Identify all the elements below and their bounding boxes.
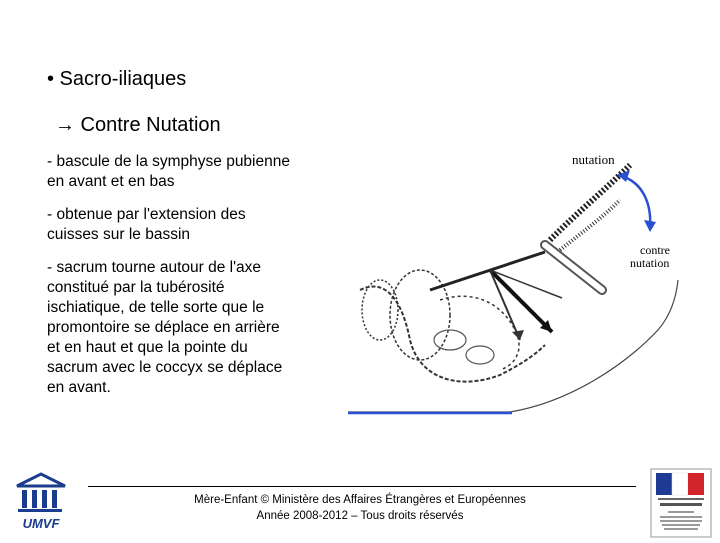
label-nutation: nutation — [572, 152, 615, 167]
svg-text:UMVF: UMVF — [22, 516, 60, 531]
paragraph-3 — [47, 258, 337, 398]
footer-divider — [88, 486, 636, 487]
arrow-line-main — [490, 270, 552, 332]
footer-copyright — [140, 492, 580, 524]
subtitle: → Contre Nutation — [55, 114, 221, 136]
text-line: ischiatique, de telle sorte que le — [47, 299, 265, 316]
text-line: cuisses sur le bassin — [47, 226, 191, 243]
bullet-heading: • Sacro-iliaques — [47, 68, 187, 90]
text-line: - obtenue par l'extension des — [47, 206, 246, 223]
pelvis-illustration — [340, 140, 690, 420]
rotation-arc — [618, 175, 650, 228]
text-line: en avant et en bas — [47, 173, 175, 190]
footer-line-2: Année 2008-2012 – Tous droits réservés — [256, 510, 464, 522]
ilium-shape — [390, 270, 450, 360]
text-line: - sacrum tourne autour de l'axe — [47, 259, 262, 276]
paragraph-2 — [47, 205, 337, 245]
bone-detail — [466, 346, 494, 364]
text-line: et en haut et que la pointe du — [47, 339, 248, 356]
femur-bone-inner — [545, 245, 602, 290]
republique-francaise-logo — [650, 468, 712, 538]
text-line: - bascule de la symphyse pubienne — [47, 153, 290, 170]
footer-line-1: Mère-Enfant © Ministère des Affaires Étrangères et Européennes — [194, 494, 526, 506]
label-contre: contre — [640, 243, 670, 257]
umvf-logo — [12, 470, 70, 532]
bone-detail — [434, 330, 466, 350]
paragraph-1 — [47, 152, 337, 192]
text-line: sacrum avec le coccyx se déplace — [47, 359, 283, 376]
arc-arrowhead-bottom — [644, 220, 656, 232]
pubic-curve — [440, 296, 519, 370]
vertebra-shape — [362, 280, 398, 340]
label-nutation-2: nutation — [630, 256, 670, 270]
text-line: constitué par la tubérosité — [47, 279, 225, 296]
text-line: promontoire se déplace en arrière — [47, 319, 280, 336]
text-line: en avant. — [47, 379, 111, 396]
